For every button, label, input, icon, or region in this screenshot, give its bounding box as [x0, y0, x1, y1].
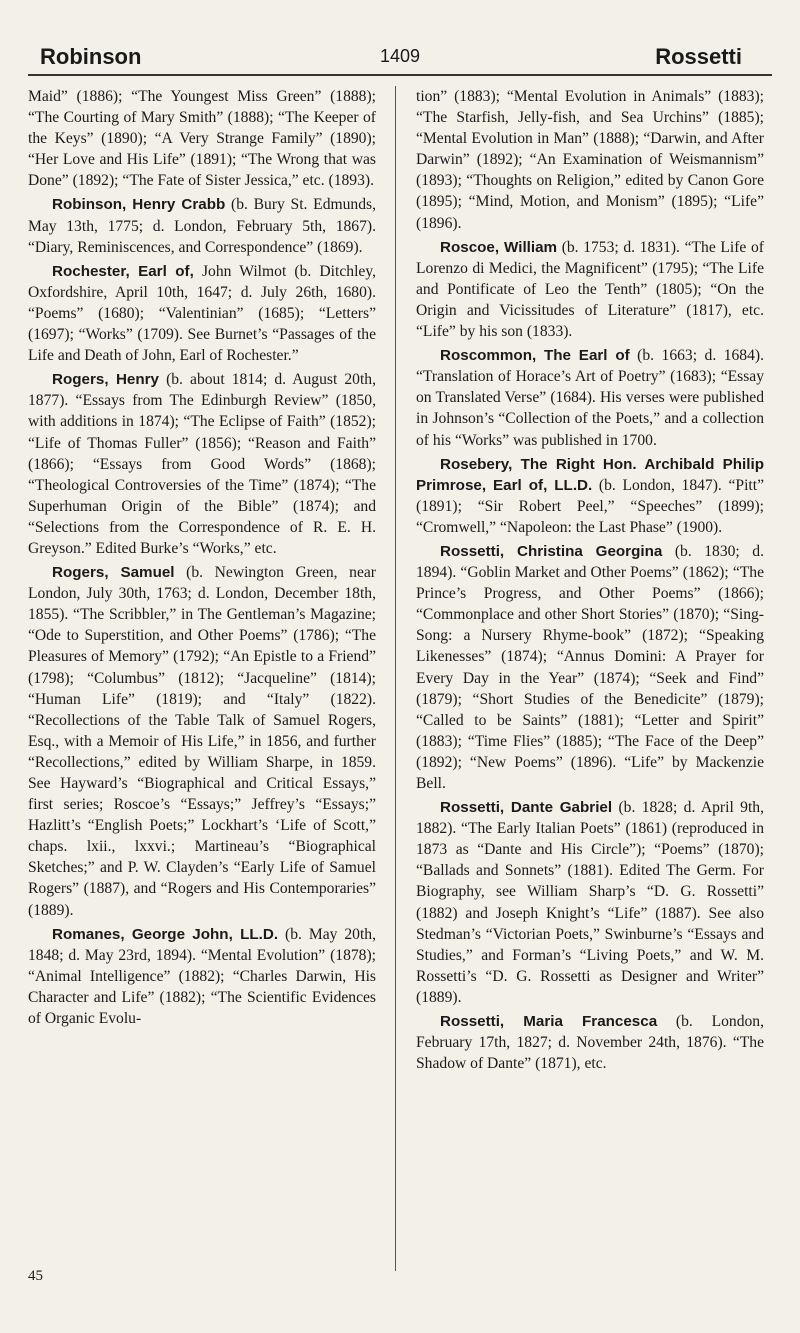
entry-body: (b. 1830; d. 1894). “Goblin Market and Other Poems” (1862); “The Prince’s Progress, and Other Poems” (1866); “Commonplace and other Short Stories” (1870); “Sing-Song: a Nursery Rhyme-book” (1872); “Speaking Likenesses” (1874); “Annus Domini: A Prayer for Every Day in the Year” (1874); “Seek and Find” (1879); “Short Studies of the Benedicite” (1879); “Called to be Saints” (1881); “Letter and Spirit” (1883); “Time Flies” (1885); “The Face of the Deep” (1892); “New Poems” (1896). “Life” by Mackenzie Bell.	[416, 542, 764, 792]
header-rule	[28, 74, 772, 76]
entry-headword: Robinson, Henry Crabb	[52, 196, 226, 214]
entry-headword: Rossetti, Christina Georgina	[440, 542, 663, 560]
column-divider	[395, 86, 396, 1271]
entry-continuation	[28, 86, 376, 191]
entry-roscoe	[416, 237, 764, 342]
entry-body: (b. London, February 17th, 1827; d. November 24th, 1876). “The Shadow of Dante” (1871), etc.	[416, 1013, 764, 1073]
entry-headword: Rossetti, Maria Francesca	[440, 1013, 658, 1031]
running-head-right: Rossetti	[655, 44, 742, 69]
entry-rossetti-maria	[416, 1011, 764, 1074]
page-number: 1409	[380, 46, 421, 66]
entry-rossetti-christina	[416, 541, 764, 794]
entry-headword: Roscoe, William	[440, 238, 558, 256]
entry-headword: Rossetti, Dante Gabriel	[440, 799, 613, 817]
entry-headword: Romanes, George John, LL.D.	[52, 925, 279, 943]
entry-rochester	[28, 261, 376, 366]
entry-body: tion” (1883); “Mental Evolution in Animals” (1883); “The Starfish, Jelly-fish, and Sea Urchins” (1885); “Mental Evolution in Man” (1888); “Darwin, and After Darwin” (1892); “An Examination of Weismannism” (1893); “Thoughts on Religion,” edited by Canon Gore (1895); “Mind, Motion, and Monism” (1895); “Life” (1896).	[416, 88, 764, 232]
entry-body: (b. 1753; d. 1831). “The Life of Lorenzo di Medici, the Magnificent” (1795); “The Life and Pontificate of Leo the Tenth” (1805); “On the Origin and Vicissitudes of Literature” (1817), etc. “Life” by his son (1833).	[416, 238, 764, 341]
entry-rossetti-dante	[416, 797, 764, 1008]
entry-body: (b. Newington Green, near London, July 30th, 1763; d. London, December 18th, 1855). “The Scribbler,” in The Gentleman’s Magazine; “Ode to Superstition, and Other Poems” (1786); “The Pleasures of Memory” (1792); “An Epistle to a Friend” (1798); “Columbus” (1812); “Jacqueline” (1814); “Human Life” (1819); and “Italy” (1822). “Recollections of the Table Talk of Samuel Rogers, Esq., with a Memoir of His Life,” in 1856, and further “Recollections,” edited by William Sharpe, in 1859. See Hayward’s “Biographical and Critical Essays,” first series; Roscoe’s “Essays;” Jeffrey’s “Essays;” Hazlitt’s “English Poets;” Lockhart’s ‘Life of Scott,” chaps. lxii., lxxvi.; Martineau’s “Biographical Sketches;” and P. W. Clayden’s “Early Life of Samuel Rogers” (1887), and “Rogers and His Contemporaries” (1889).	[28, 564, 376, 919]
right-column	[416, 86, 764, 1077]
entry-rogers-henry	[28, 369, 376, 559]
entry-body: (b. London, 1847). “Pitt” (1891); “Sir Robert Peel,” “Speeches” (1899); “Cromwell,” “Napoleon: the Last Phase” (1900).	[416, 476, 764, 536]
entry-romanes	[28, 924, 376, 1029]
entry-rosebery	[416, 454, 764, 538]
running-head-left: Robinson	[40, 44, 142, 69]
running-head	[28, 40, 772, 74]
entry-body: (b. 1663; d. 1684). “Translation of Horace’s Art of Poetry” (1683); “Essay on Translated Verse” (1684). His verses were published in Johnson’s “Collection of the Poets,” and a collection of his “Works” was published in 1700.	[416, 347, 764, 449]
entry-body: (b. 1828; d. April 9th, 1882). “The Early Italian Poets” (1861) (reproduced in 1873 as “Dante and His Circle”); “Poems” (1870); “Ballads and Sonnets” (1881). Edited The Germ. For Biography, see William Sharp’s “D. G. Rossetti” (1882) and Joseph Knight’s “Life” (1887). See also Stedman’s “Victorian Poets,” Swinburne’s “Essays and Studies,” and Forman’s “Living Poets,” and W. M. Rossetti’s “D. G. Rossetti as Designer and Writer” (1889).	[416, 799, 765, 1006]
entry-robinson-henry-crabb	[28, 194, 376, 257]
entry-body: Maid” (1886); “The Youngest Miss Green” (1888); “The Courting of Mary Smith” (1888); “The Keeper of the Keys” (1890); “A Very Strange Family” (1890); “Her Love and His Life” (1891); “The Wrong that was Done” (1892); “The Fate of Sister Jessica,” etc. (1893).	[28, 88, 376, 190]
left-column	[28, 86, 376, 1032]
entry-headword: Rogers, Samuel	[52, 564, 175, 582]
entry-body: John Wilmot (b. Ditchley, Oxfordshire, April 10th, 1647; d. July 26th, 1680). “Poems” (1680); “Valentinian” (1685); “Letters” (1697); “Works” (1709). See Burnet’s “Passages of the Life and Death of John, Earl of Rochester.”	[28, 262, 377, 365]
entry-rogers-samuel	[28, 562, 376, 921]
entry-body: (b. May 20th, 1848; d. May 23rd, 1894). “Mental Evolution” (1878); “Animal Intelligence” (1882); “Charles Darwin, His Character and Life” (1882); “The Scientific Evidences of Organic Evolu-	[28, 925, 376, 1028]
entry-roscommon	[416, 345, 764, 450]
signature-mark: 45	[28, 1268, 43, 1284]
entry-headword: Roscommon, The Earl of	[440, 347, 630, 365]
entry-headword: Rosebery, The Right Hon. Archibald Philip Primrose, Earl of, LL.D.	[416, 455, 764, 494]
entry-headword: Rogers, Henry	[52, 371, 159, 389]
entry-body: (b. Bury St. Edmunds, May 13th, 1775; d. London, February 5th, 1867). “Diary, Reminiscences, and Correspondence” (1869).	[28, 196, 376, 256]
entry-continuation	[416, 86, 764, 234]
entry-headword: Rochester, Earl of,	[52, 262, 194, 280]
entry-body: (b. about 1814; d. August 20th, 1877). “Essays from The Edinburgh Review” (1850, with additions in 1874); “The Eclipse of Faith” (1852); “Life of Thomas Fuller” (1856); “Reason and Faith” (1866); “Essays from Good Words” (1868); “Theological Controversies of the Time” (1874); “The Superhuman Origin of the Bible” (1874); and “Selections from the Correspondence of R. E. H. Greyson.” Edited Burke’s “Works,” etc.	[28, 371, 376, 557]
